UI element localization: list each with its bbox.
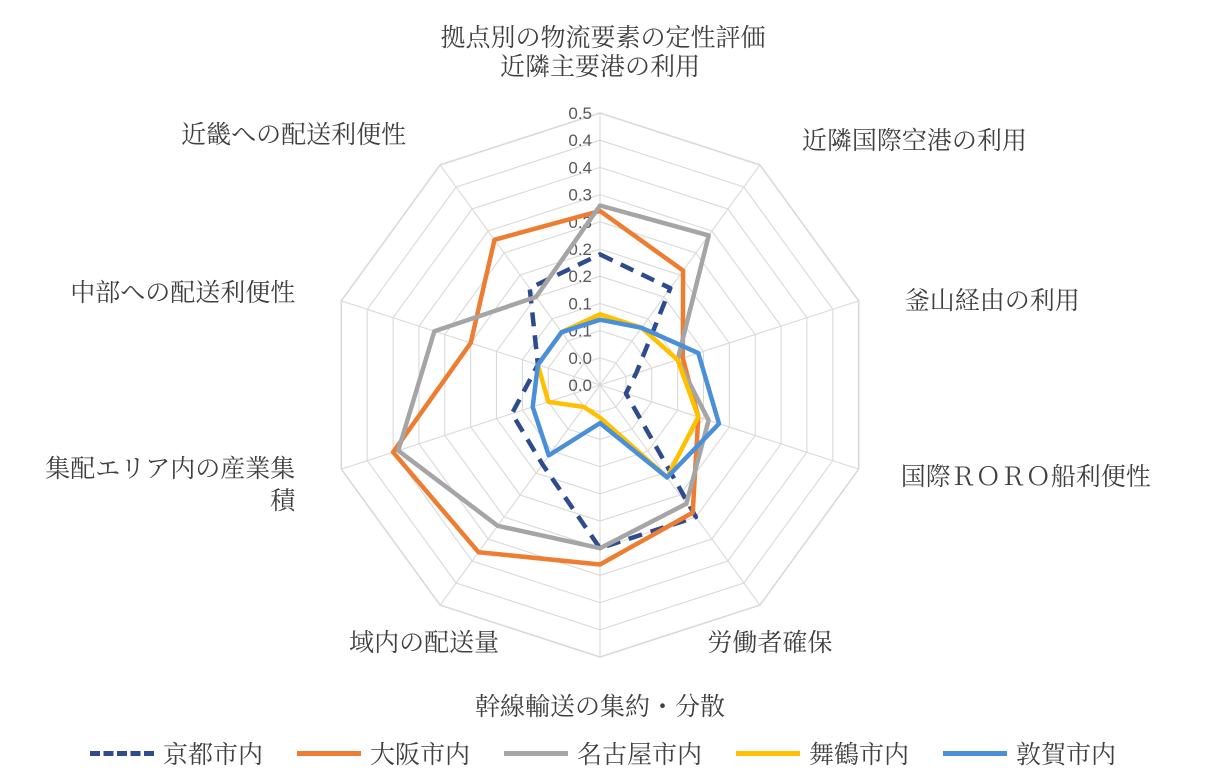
- axis-tick-label: 0.4: [568, 131, 592, 151]
- axis-tick-label: 0.0: [568, 376, 592, 395]
- legend-label: 大阪市内: [369, 741, 470, 769]
- axis-category-label: 近畿への配送利便性: [181, 120, 407, 149]
- legend-item[interactable]: [504, 735, 702, 771]
- legend-item[interactable]: [736, 735, 909, 771]
- legend-swatch: [90, 751, 154, 756]
- legend-swatch: [297, 751, 361, 756]
- grid-spoke: [600, 385, 760, 605]
- axis-category-label: 幹線輸送の集約・分散: [474, 693, 726, 721]
- axis-tick-label: 0.1: [568, 321, 592, 341]
- grid-spoke: [440, 385, 600, 605]
- legend-item[interactable]: [90, 735, 263, 771]
- legend-swatch: [504, 751, 568, 756]
- chart-legend: [0, 735, 1206, 771]
- axis-category-label: 釜山経由の利用: [904, 286, 1080, 315]
- axis-category-label: 集配エリア内の産業集: [45, 455, 296, 484]
- legend-label: 名古屋市内: [576, 741, 702, 769]
- axis-tick-label: 0.1: [568, 294, 592, 314]
- series-line: [538, 314, 698, 477]
- legend-item[interactable]: [943, 735, 1116, 771]
- axis-tick-label: 0.5: [568, 104, 592, 123]
- axis-tick-label: 0.3: [568, 212, 592, 232]
- legend-swatch: [943, 751, 1007, 756]
- axis-tick-label: 0.3: [568, 185, 592, 205]
- legend-swatch: [736, 751, 800, 756]
- axis-category-label: 積: [270, 487, 296, 516]
- axis-tick-label: 0.4: [568, 158, 592, 178]
- series-line: [512, 254, 696, 548]
- axis-category-label: 国際ＲＯＲＯ船利便性: [900, 463, 1151, 492]
- axis-category-label: 労働者確保: [707, 629, 833, 658]
- axis-category-label: 域内の配送量: [349, 629, 500, 658]
- legend-label: 舞鶴市内: [809, 741, 910, 769]
- axis-tick-label: 0.2: [568, 240, 592, 259]
- axis-tick-label: 0.0: [568, 348, 592, 368]
- axis-category-label: 近隣主要港の利用: [499, 53, 701, 81]
- legend-label: 敦賀市内: [1016, 741, 1117, 769]
- chart-title: 拠点別の物流要素の定性評価: [440, 24, 766, 52]
- axis-category-label: 中部への配送利便性: [70, 278, 296, 307]
- axis-tick-label: 0.2: [568, 267, 592, 287]
- axis-category-label: 近隣国際空港の利用: [801, 126, 1027, 155]
- legend-label: 京都市内: [162, 741, 263, 769]
- legend-item[interactable]: [297, 735, 470, 771]
